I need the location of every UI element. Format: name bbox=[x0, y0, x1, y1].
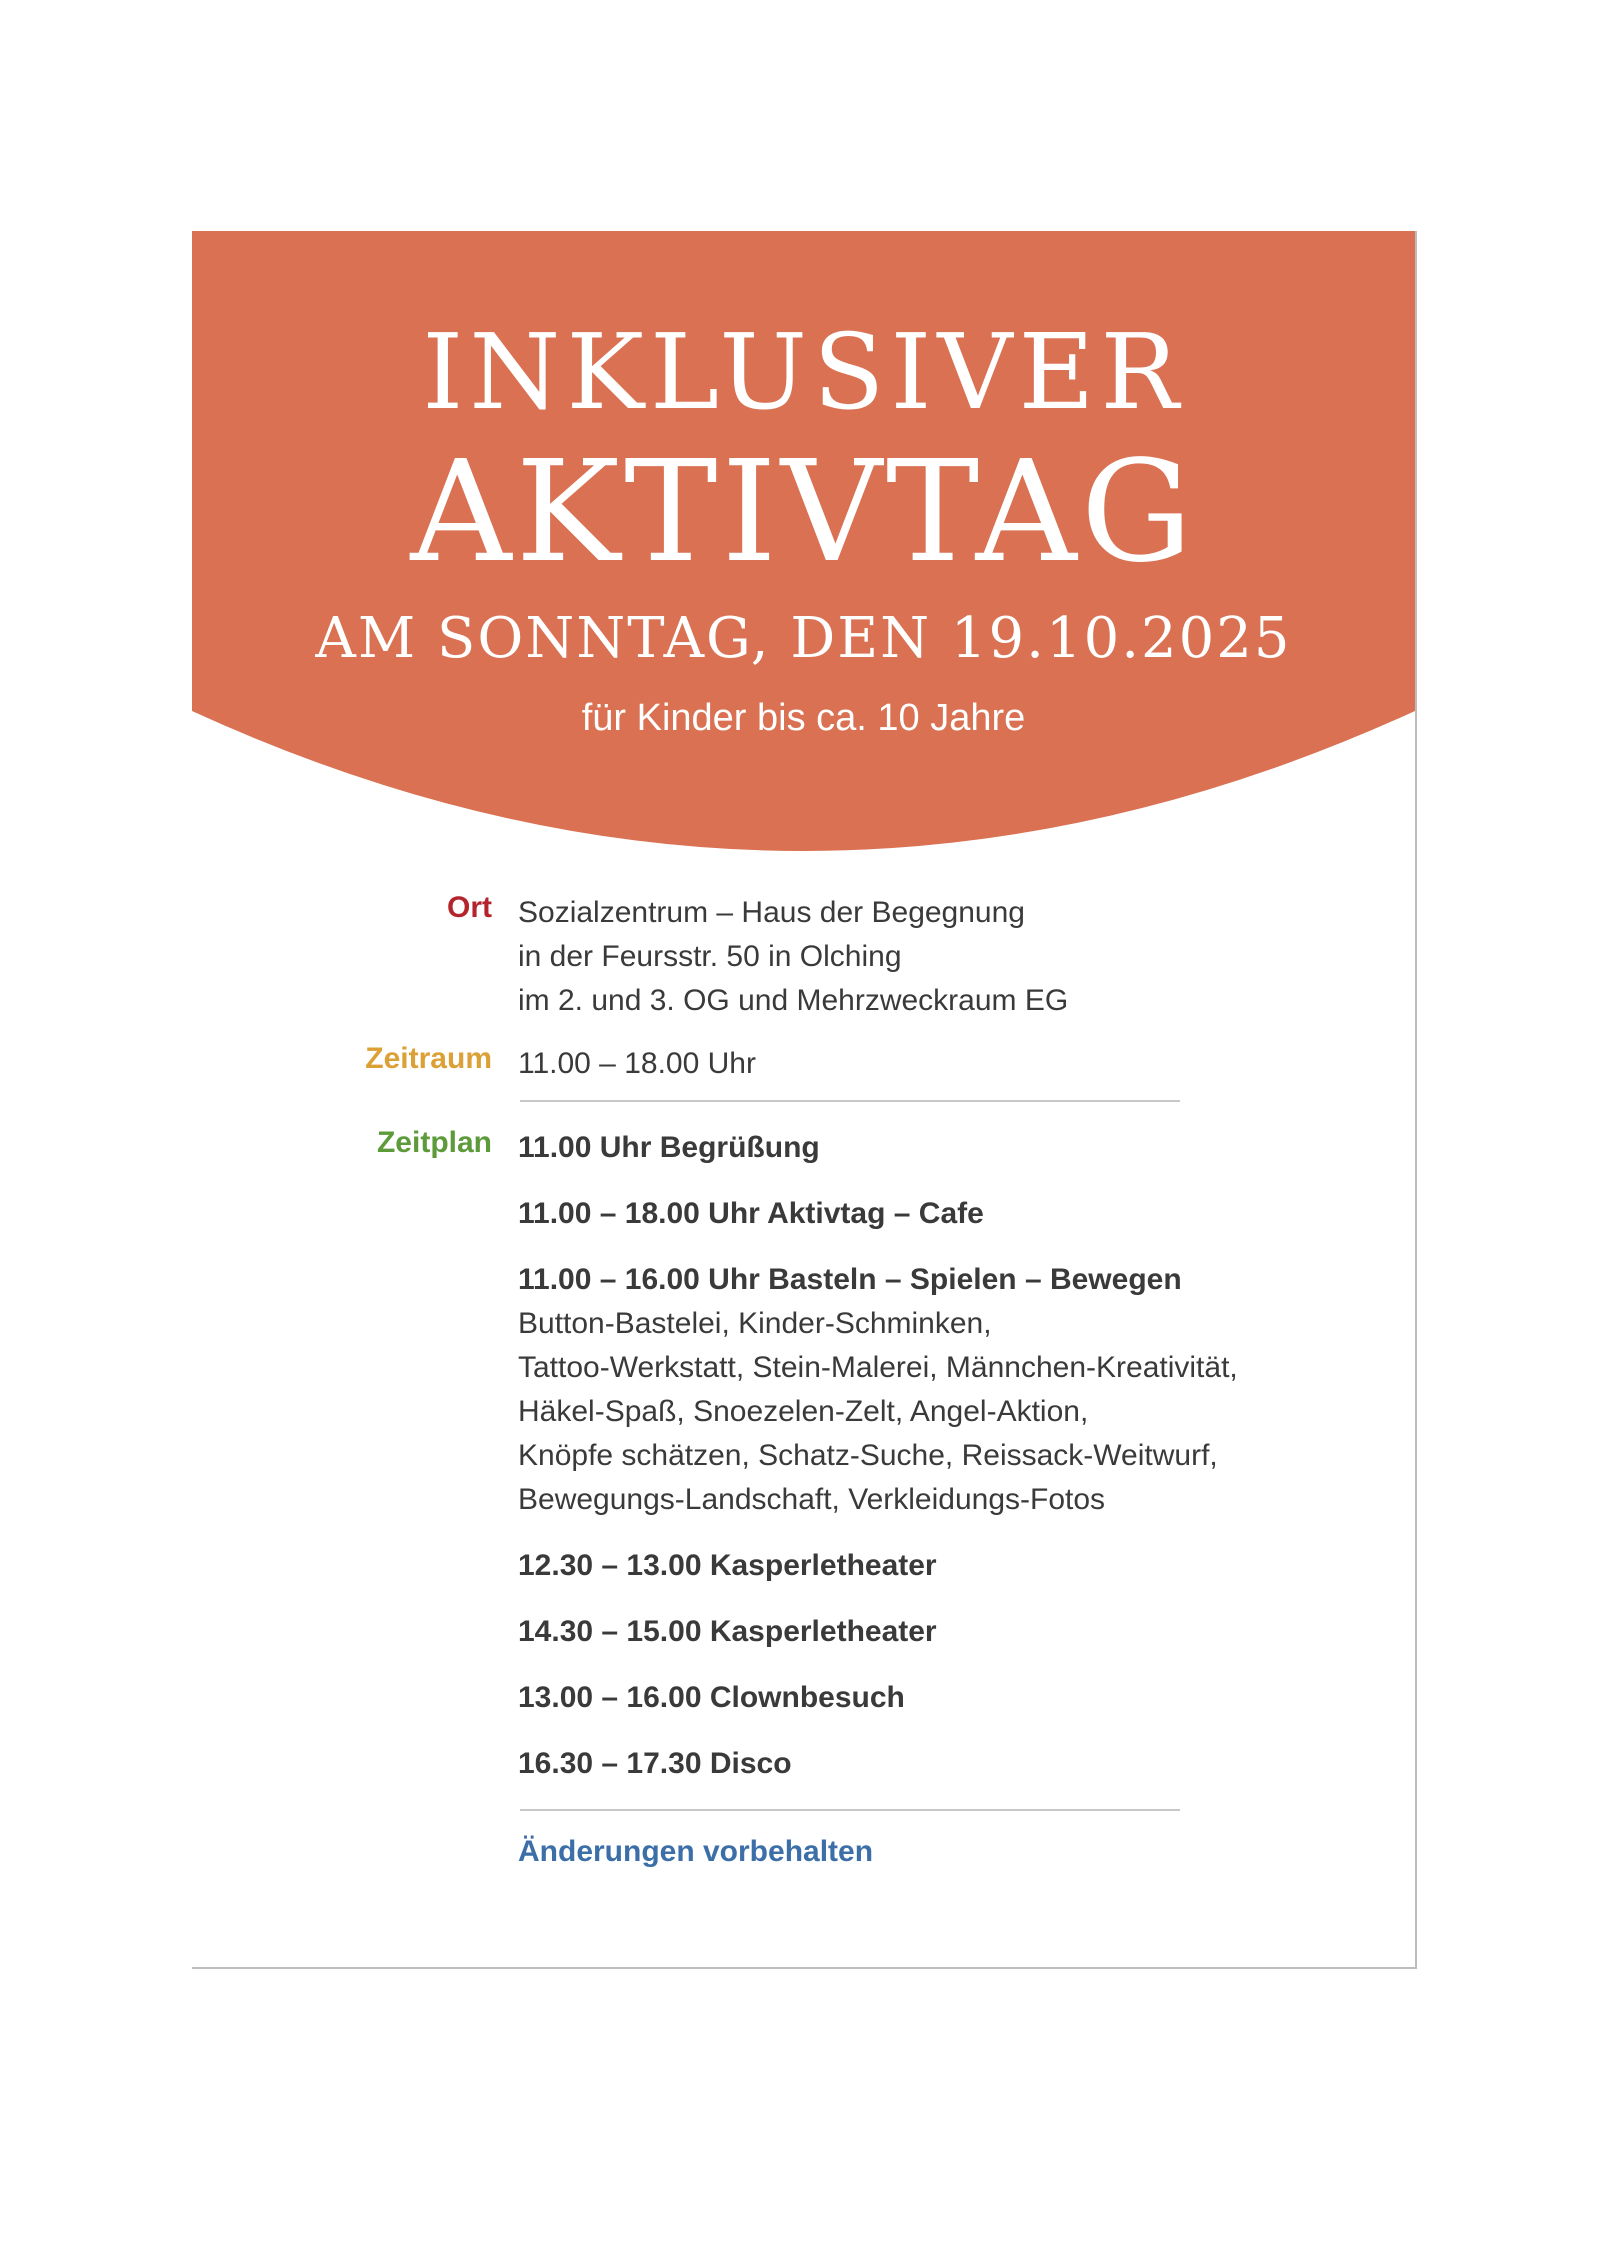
ort-line: in der Feursstr. 50 in Olching bbox=[518, 940, 902, 973]
ort-label: Ort bbox=[447, 891, 492, 924]
ort-line: im 2. und 3. OG und Mehrzweckraum EG bbox=[518, 984, 1069, 1017]
title-line-2: AKTIVTAG bbox=[410, 431, 1197, 594]
ort-address bbox=[518, 891, 1318, 1023]
schedule-item: 14.30 – 15.00 Kasperletheater bbox=[518, 1615, 937, 1648]
zeitplan-label: Zeitplan bbox=[376, 1126, 492, 1159]
zeitraum-value: 11.00 – 18.00 Uhr bbox=[518, 1047, 756, 1080]
activity-line: Bewegungs-Landschaft, Verkleidungs-Fotos bbox=[518, 1483, 1106, 1516]
schedule-item: 11.00 – 18.00 Uhr Aktivtag – Cafe bbox=[518, 1197, 984, 1230]
changes-note: Änderungen vorbehalten bbox=[518, 1835, 874, 1868]
ort-line: Sozialzentrum – Haus der Begegnung bbox=[518, 896, 1025, 929]
zeitraum-label: Zeitraum bbox=[365, 1042, 492, 1075]
activity-line: Häkel-Spaß, Snoezelen-Zelt, Angel-Aktion, bbox=[518, 1395, 1089, 1428]
zeitplan-list bbox=[518, 1126, 1318, 1786]
audience-subtitle: für Kinder bis ca. 10 Jahre bbox=[581, 697, 1026, 739]
activity-line: Knöpfe schätzen, Schatz-Suche, Reissack-Weitwurf, bbox=[518, 1439, 1218, 1472]
schedule-item: 13.00 – 16.00 Clownbesuch bbox=[518, 1681, 905, 1714]
flyer-card bbox=[192, 231, 1417, 1969]
schedule-item: 11.00 Uhr Begrüßung bbox=[518, 1131, 820, 1164]
divider-bottom bbox=[520, 1809, 1180, 1811]
schedule-item: 11.00 – 16.00 Uhr Basteln – Spielen – Bewegen bbox=[518, 1263, 1182, 1296]
header-banner bbox=[192, 231, 1415, 851]
note-section bbox=[518, 1835, 1318, 1869]
activity-line: Tattoo-Werkstatt, Stein-Malerei, Männchen-Kreativität, bbox=[518, 1351, 1238, 1384]
divider-top bbox=[520, 1100, 1180, 1102]
schedule-item: 16.30 – 17.30 Disco bbox=[518, 1747, 792, 1780]
event-date: AM SONNTAG, DEN 19.10.2025 bbox=[315, 606, 1292, 671]
schedule-item: 12.30 – 13.00 Kasperletheater bbox=[518, 1549, 937, 1582]
activity-line: Button-Bastelei, Kinder-Schminken, bbox=[518, 1307, 992, 1340]
title-line-1: INKLUSIVER bbox=[422, 311, 1185, 433]
